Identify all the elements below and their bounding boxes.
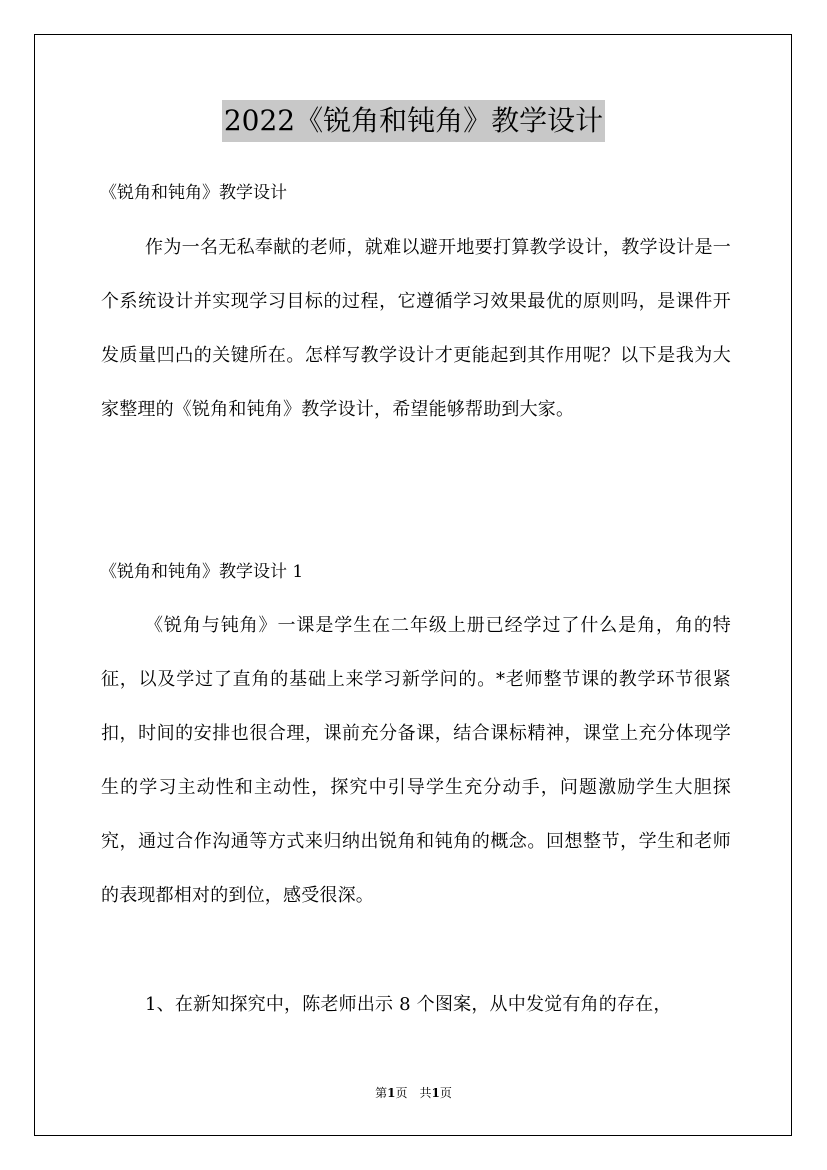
footer-page-total: 1 — [431, 1086, 440, 1100]
point-1-paragraph: 1、在新知探究中，陈老师出示 8 个图案，从中发觉有角的存在， — [145, 994, 672, 1015]
document-title-text: 2022《锐角和钝角》教学设计 — [222, 100, 605, 142]
document-subtitle: 《锐角和钝角》教学设计 — [100, 183, 287, 203]
document-title — [0, 100, 827, 147]
footer-page-suffix: 页 — [439, 1086, 452, 1100]
page-footer — [0, 1084, 827, 1102]
section-1-paragraph: 《锐角与钝角》一课是学生在二年级上册已经学过了什么是角，角的特征，以及学过了直角的基础上来学习新学问的。*老师整节课的教学环节很紧扣，时间的安排也很合理，课前充分备课，结合课标精神，课堂上充分体现学生的学习主动性和主动性，探究中引导学生充分动手，问题激励学生大胆探究，通过合作沟通等方式来归纳出锐角和钝角的概念。回想整节，学生和老师的表现都相对的到位，感受很深。 — [101, 615, 731, 906]
intro-paragraph: 作为一名无私奉献的老师，就难以避开地要打算教学设计，教学设计是一个系统设计并实现学习目标的过程，它遵循学习效果最优的原则吗，是课件开发质量凹凸的关键所在。怎样写教学设计才更能起到其作用呢？以下是我为大家整理的《锐角和钝角》教学设计，希望能够帮助到大家。 — [101, 237, 731, 420]
footer-page-mid: 页 共 — [395, 1086, 432, 1100]
footer-page-current: 1 — [387, 1086, 396, 1100]
footer-page-prefix: 第 — [375, 1086, 388, 1100]
section-heading-1: 《锐角和钝角》教学设计 1 — [100, 562, 304, 582]
